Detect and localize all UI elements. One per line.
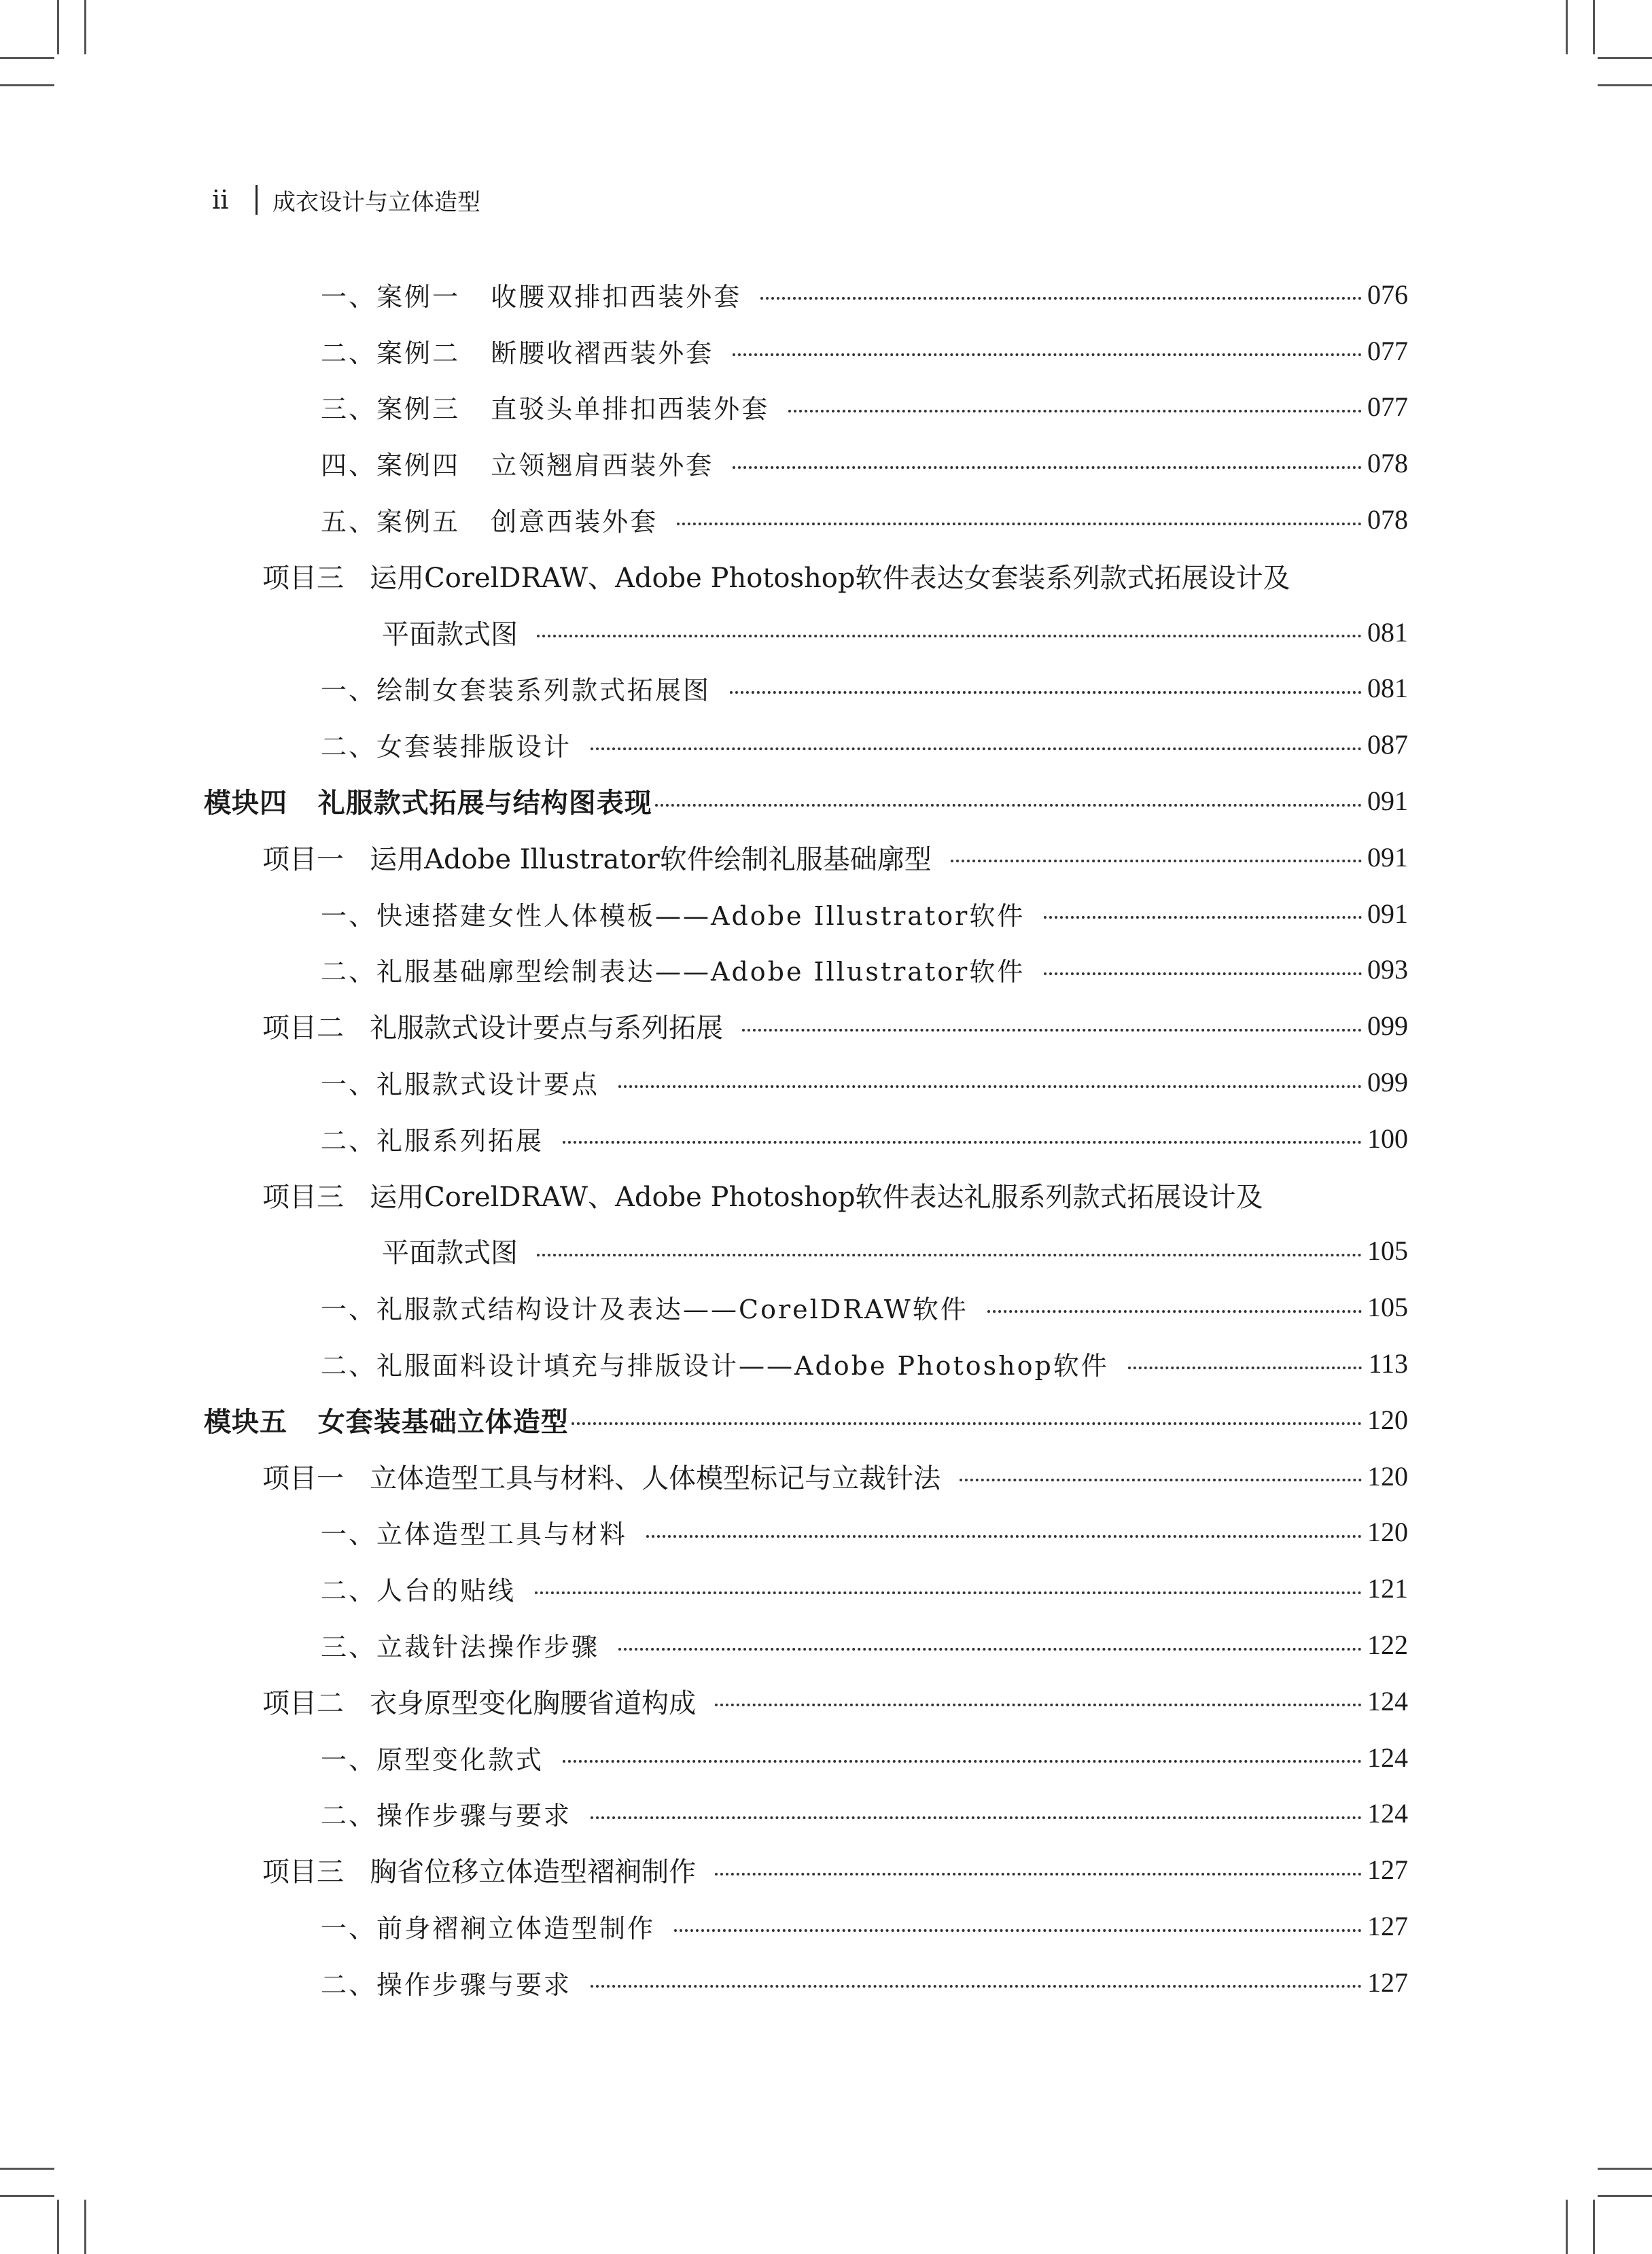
toc-entry-label: 一、绘制女套装系列款式拓展图 xyxy=(321,675,711,706)
toc-entry-label: 项目一 运用Adobe Illustrator软件绘制礼服基础廓型 xyxy=(262,843,932,875)
toc-entry-label: 一、立体造型工具与材料 xyxy=(321,1519,628,1550)
toc-page-number: 127 xyxy=(1367,1967,1408,1998)
dot-leader xyxy=(960,1479,1362,1481)
toc-page-number: 122 xyxy=(1367,1630,1408,1661)
toc-entry-label: 二、操作步骤与要求 xyxy=(321,1801,572,1831)
toc-page-number: 105 xyxy=(1367,1292,1408,1323)
toc-entry-label: 二、礼服基础廓型绘制表达——Adobe Illustrator软件 xyxy=(321,957,1025,987)
toc-entry-continuation[interactable] xyxy=(0,604,1652,661)
toc-entry-label: 二、案例二 断腰收褶西装外套 xyxy=(321,338,714,368)
dot-leader xyxy=(655,804,1362,807)
dot-leader xyxy=(987,1310,1362,1313)
toc-entry-project[interactable] xyxy=(0,1842,1652,1898)
toc-page-number: 081 xyxy=(1367,616,1408,648)
crop-mark xyxy=(1598,84,1652,86)
toc-entry-section[interactable] xyxy=(0,1560,1652,1617)
crop-mark xyxy=(1566,2200,1568,2254)
dot-leader xyxy=(674,1929,1362,1932)
toc-page-number: 091 xyxy=(1367,786,1408,817)
toc-entry-label: 一、礼服款式设计要点 xyxy=(321,1070,600,1100)
crop-mark xyxy=(1598,2195,1652,2197)
toc-entry-section[interactable] xyxy=(0,942,1652,998)
toc-entry-project[interactable] xyxy=(0,1167,1652,1223)
crop-mark xyxy=(0,84,54,86)
toc-entry-project[interactable] xyxy=(0,1673,1652,1729)
toc-entry-label: 三、案例三 直驳头单排扣西装外套 xyxy=(321,394,770,425)
toc-entry-label: 二、礼服面料设计填充与排版设计——Adobe Photoshop软件 xyxy=(321,1351,1109,1381)
toc-entry-section[interactable] xyxy=(0,1954,1652,2011)
toc-entry-section[interactable] xyxy=(0,1729,1652,1786)
table-of-contents xyxy=(0,266,1652,2011)
toc-entry-label: 三、立裁针法操作步骤 xyxy=(321,1632,600,1663)
toc-entry-label: 二、人台的贴线 xyxy=(321,1576,516,1606)
toc-entry-label: 平面款式图 xyxy=(382,1237,518,1269)
toc-page-number: 093 xyxy=(1367,954,1408,985)
crop-mark xyxy=(57,2200,59,2254)
toc-page-number: 078 xyxy=(1367,504,1408,535)
dot-leader xyxy=(733,353,1362,356)
dot-leader xyxy=(715,1873,1362,1876)
toc-entry-project[interactable] xyxy=(0,548,1652,604)
toc-entry-label: 项目二 礼服款式设计要点与系列拓展 xyxy=(262,1012,724,1044)
toc-entry-section[interactable] xyxy=(0,1110,1652,1167)
dot-leader xyxy=(951,860,1362,862)
toc-entry-project[interactable] xyxy=(0,829,1652,885)
toc-page-number: 120 xyxy=(1367,1460,1408,1492)
page-folio: ii xyxy=(212,185,229,215)
toc-page-number: 113 xyxy=(1368,1348,1408,1379)
book-title: 成衣设计与立体造型 xyxy=(273,188,480,216)
toc-entry-section[interactable] xyxy=(0,266,1652,323)
toc-entry-section[interactable] xyxy=(0,661,1652,717)
crop-mark xyxy=(0,2195,54,2197)
toc-page-number: 100 xyxy=(1367,1123,1408,1154)
dot-leader xyxy=(618,1085,1362,1088)
toc-entry-section[interactable] xyxy=(0,1279,1652,1335)
toc-page-number: 120 xyxy=(1367,1404,1408,1435)
toc-entry-section[interactable] xyxy=(0,1786,1652,1842)
crop-mark xyxy=(1598,2168,1652,2170)
toc-page-number: 127 xyxy=(1367,1854,1408,1886)
toc-entry-project[interactable] xyxy=(0,998,1652,1054)
toc-page-number: 124 xyxy=(1367,1685,1408,1716)
crop-mark xyxy=(1593,0,1595,54)
toc-page-number: 091 xyxy=(1367,898,1408,929)
dot-leader xyxy=(591,1985,1362,1988)
toc-entry-module[interactable] xyxy=(0,1392,1652,1448)
toc-entry-label: 项目一 立体造型工具与材料、人体模型标记与立裁针法 xyxy=(262,1462,941,1494)
toc-entry-section[interactable] xyxy=(0,1335,1652,1392)
toc-entry-label: 一、案例一 收腰双排扣西装外套 xyxy=(321,281,742,312)
toc-entry-section[interactable] xyxy=(0,1054,1652,1110)
dot-leader xyxy=(591,747,1362,750)
toc-entry-module[interactable] xyxy=(0,773,1652,829)
toc-entry-section[interactable] xyxy=(0,885,1652,942)
toc-entry-label: 二、礼服系列拓展 xyxy=(321,1125,544,1156)
crop-mark xyxy=(57,0,59,54)
dot-leader xyxy=(733,466,1362,469)
dot-leader xyxy=(742,1029,1362,1032)
crop-mark xyxy=(1566,0,1568,54)
toc-page-number: 091 xyxy=(1367,841,1408,873)
toc-entry-section[interactable] xyxy=(0,716,1652,773)
dot-leader xyxy=(572,1422,1362,1425)
crop-mark xyxy=(1593,2200,1595,2254)
dot-leader xyxy=(1044,972,1362,975)
dot-leader xyxy=(537,1254,1362,1256)
toc-page-number: 078 xyxy=(1367,448,1408,479)
toc-entry-label: 项目三 胸省位移立体造型褶裥制作 xyxy=(262,1856,697,1888)
toc-entry-section[interactable] xyxy=(0,1617,1652,1673)
toc-entry-label: 模块五 女套装基础立体造型 xyxy=(204,1406,569,1438)
toc-page-number: 127 xyxy=(1367,1911,1408,1941)
toc-entry-continuation[interactable] xyxy=(0,1223,1652,1280)
toc-entry-label: 一、快速搭建女性人体模板——Adobe Illustrator软件 xyxy=(321,900,1025,931)
toc-entry-section[interactable] xyxy=(0,1898,1652,1954)
toc-entry-label: 五、案例五 创意西装外套 xyxy=(321,507,658,538)
dot-leader xyxy=(1128,1367,1362,1369)
toc-page-number: 081 xyxy=(1367,673,1408,704)
toc-entry-label: 一、礼服款式结构设计及表达——CorelDRAW软件 xyxy=(321,1295,968,1325)
toc-page-number: 120 xyxy=(1367,1517,1408,1548)
crop-mark xyxy=(1598,57,1652,59)
toc-page-number: 124 xyxy=(1367,1798,1408,1829)
dot-leader xyxy=(677,523,1362,525)
toc-entry-section[interactable] xyxy=(0,491,1652,548)
crop-mark xyxy=(84,2200,86,2254)
crop-mark xyxy=(84,0,86,54)
toc-entry-label: 四、案例四 立领翘肩西装外套 xyxy=(321,451,714,481)
toc-entry-label: 模块四 礼服款式拓展与结构图表现 xyxy=(204,788,652,820)
dot-leader xyxy=(563,1760,1362,1763)
toc-page-number: 077 xyxy=(1367,391,1408,423)
toc-entry-label: 平面款式图 xyxy=(382,618,518,650)
dot-leader xyxy=(760,297,1362,300)
header-divider xyxy=(256,185,258,215)
toc-page-number: 124 xyxy=(1367,1742,1408,1773)
toc-entry-label: 二、女套装排版设计 xyxy=(321,732,572,762)
toc-entry-project[interactable] xyxy=(0,1448,1652,1504)
toc-entry-label: 项目二 衣身原型变化胸腰省道构成 xyxy=(262,1687,697,1719)
dot-leader xyxy=(646,1535,1362,1538)
dot-leader xyxy=(1044,916,1362,919)
toc-entry-section[interactable] xyxy=(0,379,1652,436)
toc-page-number: 099 xyxy=(1367,1067,1408,1098)
toc-entry-section[interactable] xyxy=(0,1504,1652,1561)
toc-page-number: 087 xyxy=(1367,729,1408,760)
dot-leader xyxy=(563,1141,1362,1144)
crop-mark xyxy=(0,57,54,59)
running-header xyxy=(212,181,480,219)
toc-page-number: 099 xyxy=(1367,1010,1408,1042)
toc-entry-label: 项目三 运用CorelDRAW、Adobe Photoshop软件表达礼服系列款式拓展设计及 xyxy=(262,1181,1263,1213)
dot-leader xyxy=(730,691,1362,694)
toc-entry-label: 项目三 运用CorelDRAW、Adobe Photoshop软件表达女套装系列款式拓展设计及 xyxy=(262,562,1290,594)
toc-page-number: 121 xyxy=(1367,1573,1408,1604)
toc-entry-label: 一、前身褶裥立体造型制作 xyxy=(321,1914,656,1943)
dot-leader xyxy=(591,1816,1362,1819)
crop-mark xyxy=(0,2168,54,2170)
dot-leader xyxy=(535,1591,1362,1594)
dot-leader xyxy=(537,635,1362,637)
toc-entry-section[interactable] xyxy=(0,323,1652,379)
toc-entry-label: 一、原型变化款式 xyxy=(321,1744,544,1775)
toc-entry-section[interactable] xyxy=(0,435,1652,491)
dot-leader xyxy=(788,410,1362,412)
toc-entry-label: 二、操作步骤与要求 xyxy=(321,1969,572,2000)
dot-leader xyxy=(715,1704,1362,1706)
toc-page-number: 105 xyxy=(1367,1235,1408,1267)
toc-page-number: 076 xyxy=(1367,279,1408,310)
toc-page-number: 077 xyxy=(1367,335,1408,366)
dot-leader xyxy=(618,1648,1362,1651)
